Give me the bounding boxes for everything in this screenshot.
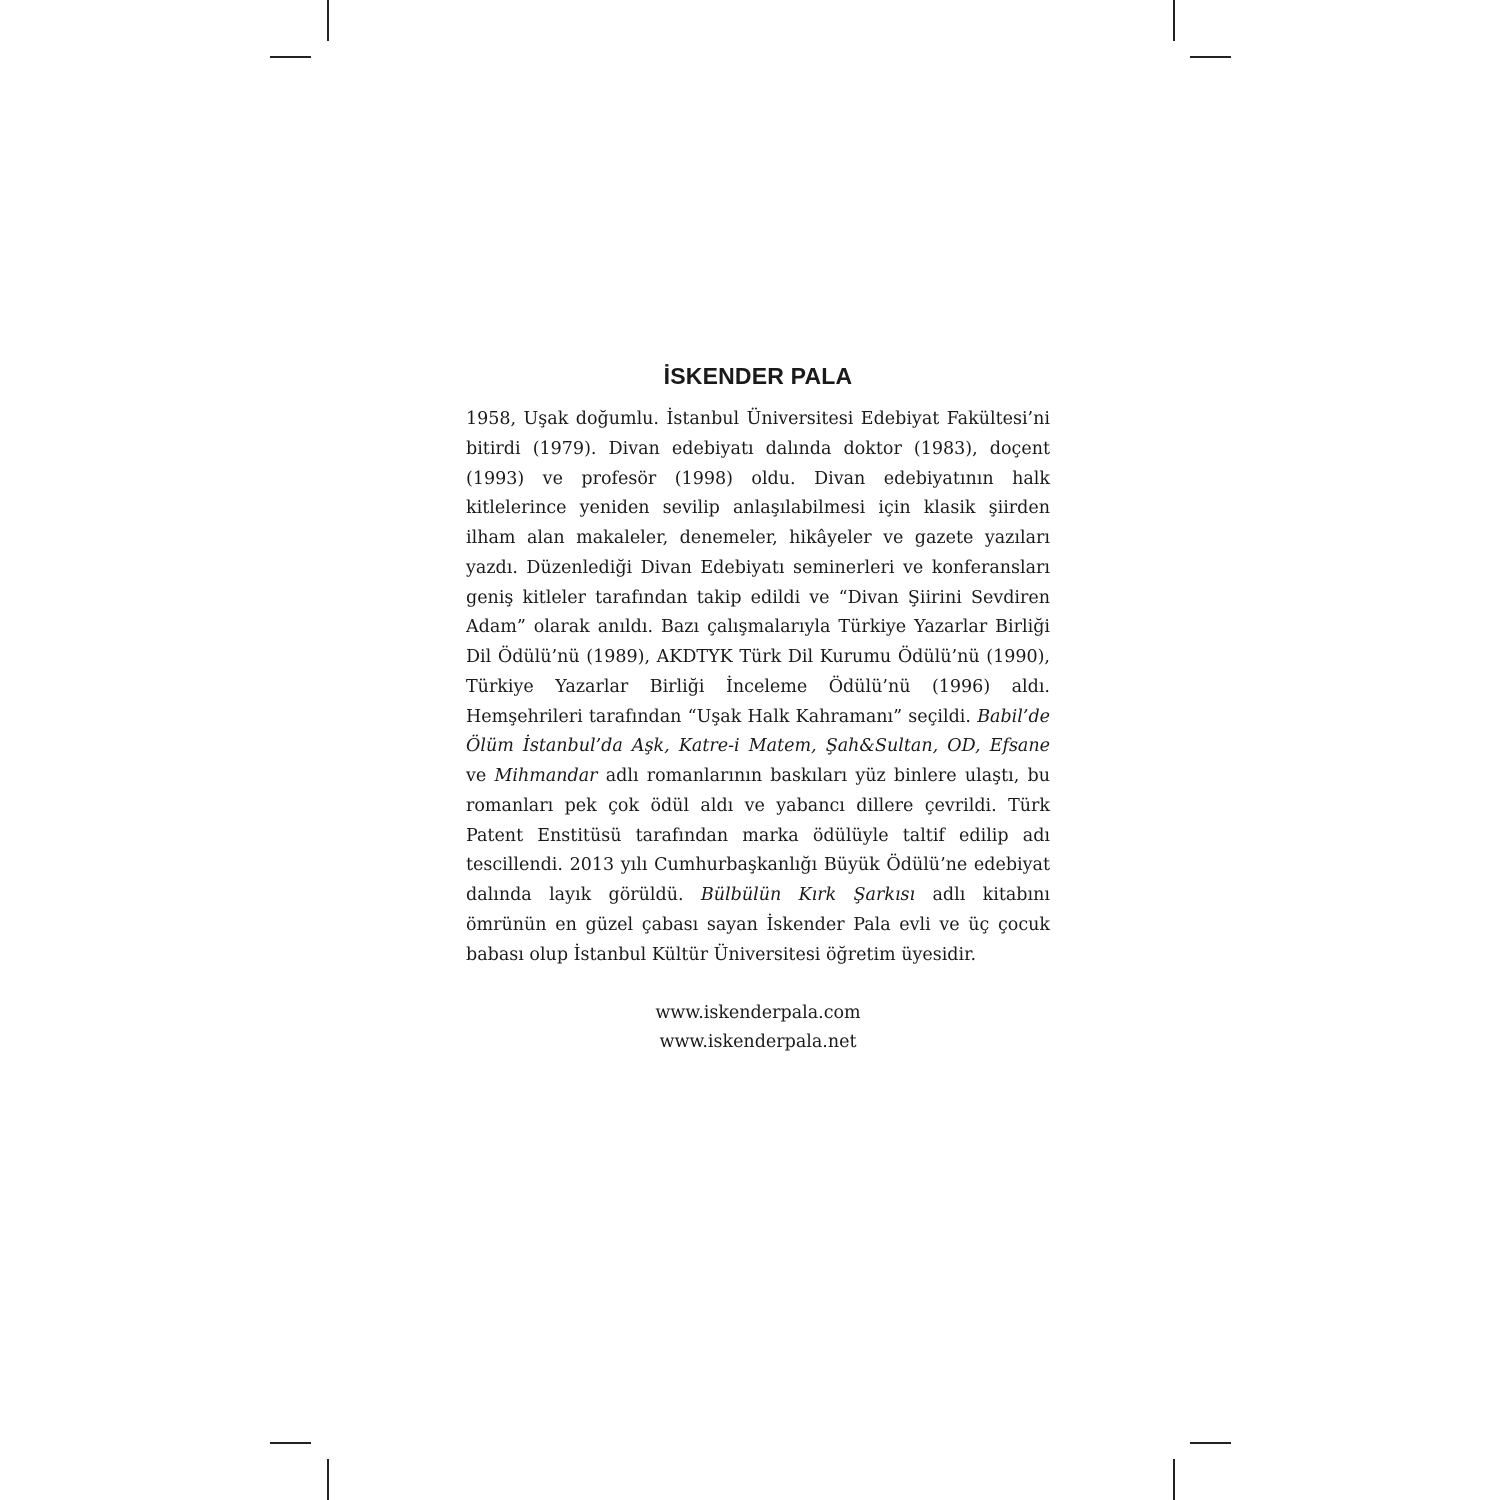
crop-mark-top-left-vertical (327, 0, 329, 41)
crop-mark-bottom-right-horizontal (1190, 1442, 1231, 1444)
crop-mark-top-right-horizontal (1190, 56, 1231, 58)
crop-mark-top-left-horizontal (270, 56, 311, 58)
crop-mark-bottom-left-horizontal (270, 1442, 311, 1444)
crop-mark-top-right-vertical (1173, 0, 1175, 41)
bio-book-titles-1: Babil’de Ölüm İstanbul’da Aşk, Katre-i Matem, Şah&Sultan, OD, Efsane (466, 706, 1050, 757)
author-biography (466, 405, 1050, 970)
crop-mark-bottom-left-vertical (327, 1459, 329, 1500)
website-link-net[interactable]: www.iskenderpala.net (659, 1032, 857, 1053)
website-link-com[interactable]: www.iskenderpala.com (655, 1003, 861, 1024)
bio-text-part-3: adlı kitabını ömrünün en güzel çabası sayan İskender Pala evli ve üç çocuk babası olup İstanbul Kültür Üniversitesi öğretim üyesidir. (466, 885, 1050, 965)
author-name-heading: İSKENDER PALA (663, 363, 853, 389)
bio-book-title-3: Bülbülün Kırk Şarkısı (700, 885, 916, 905)
bio-conjunction: ve (466, 766, 487, 786)
crop-mark-bottom-right-vertical (1173, 1459, 1175, 1500)
author-bio-page (466, 360, 1050, 1057)
bio-text-part-1: 1958, Uşak doğumlu. İstanbul Üniversitesi Edebiyat Fakültesi’ni bitirdi (1979). Divan edebiyatı dalında doktor (1983), doçent (1993) ve profesör (1998) oldu. Divan edebiyatının halk kitlelerince yeniden sevilip anlaşılabilmesi için klasik şiirden ilham alan makaleler, denemeler, hikâyeler ve gazete yazıları yazdı. Düzenlediği Divan Edebiyatı seminerleri ve konferansları geniş kitleler tarafından takip edildi ve “Divan Şiirini Sevdiren Adam” olarak anıldı. Bazı çalışmalarıyla Türkiye Yazarlar Birliği Dil Ödülü’nü (1989), AKDTYK Türk Dil Kurumu Ödülü’nü (1990), Türkiye Yazarlar Birliği İnceleme Ödülü’nü (1996) aldı. Hemşehrileri tarafından “Uşak Halk Kahramanı” seçildi. (466, 409, 1050, 727)
bio-text-part-2: adlı romanlarının baskıları yüz binlere ulaştı, bu romanları pek çok ödül aldı ve yabancı dillere çevrildi. Türk Patent Enstitüsü tarafından marka ödülüyle taltif edilip adı tescillendi. 2013 yılı Cumhurbaşkanlığı Büyük Ödülü’ne edebiyat dalında layık görüldü. (466, 766, 1050, 905)
website-links (466, 999, 1050, 1057)
bio-book-title-2: Mihmandar (494, 766, 598, 786)
